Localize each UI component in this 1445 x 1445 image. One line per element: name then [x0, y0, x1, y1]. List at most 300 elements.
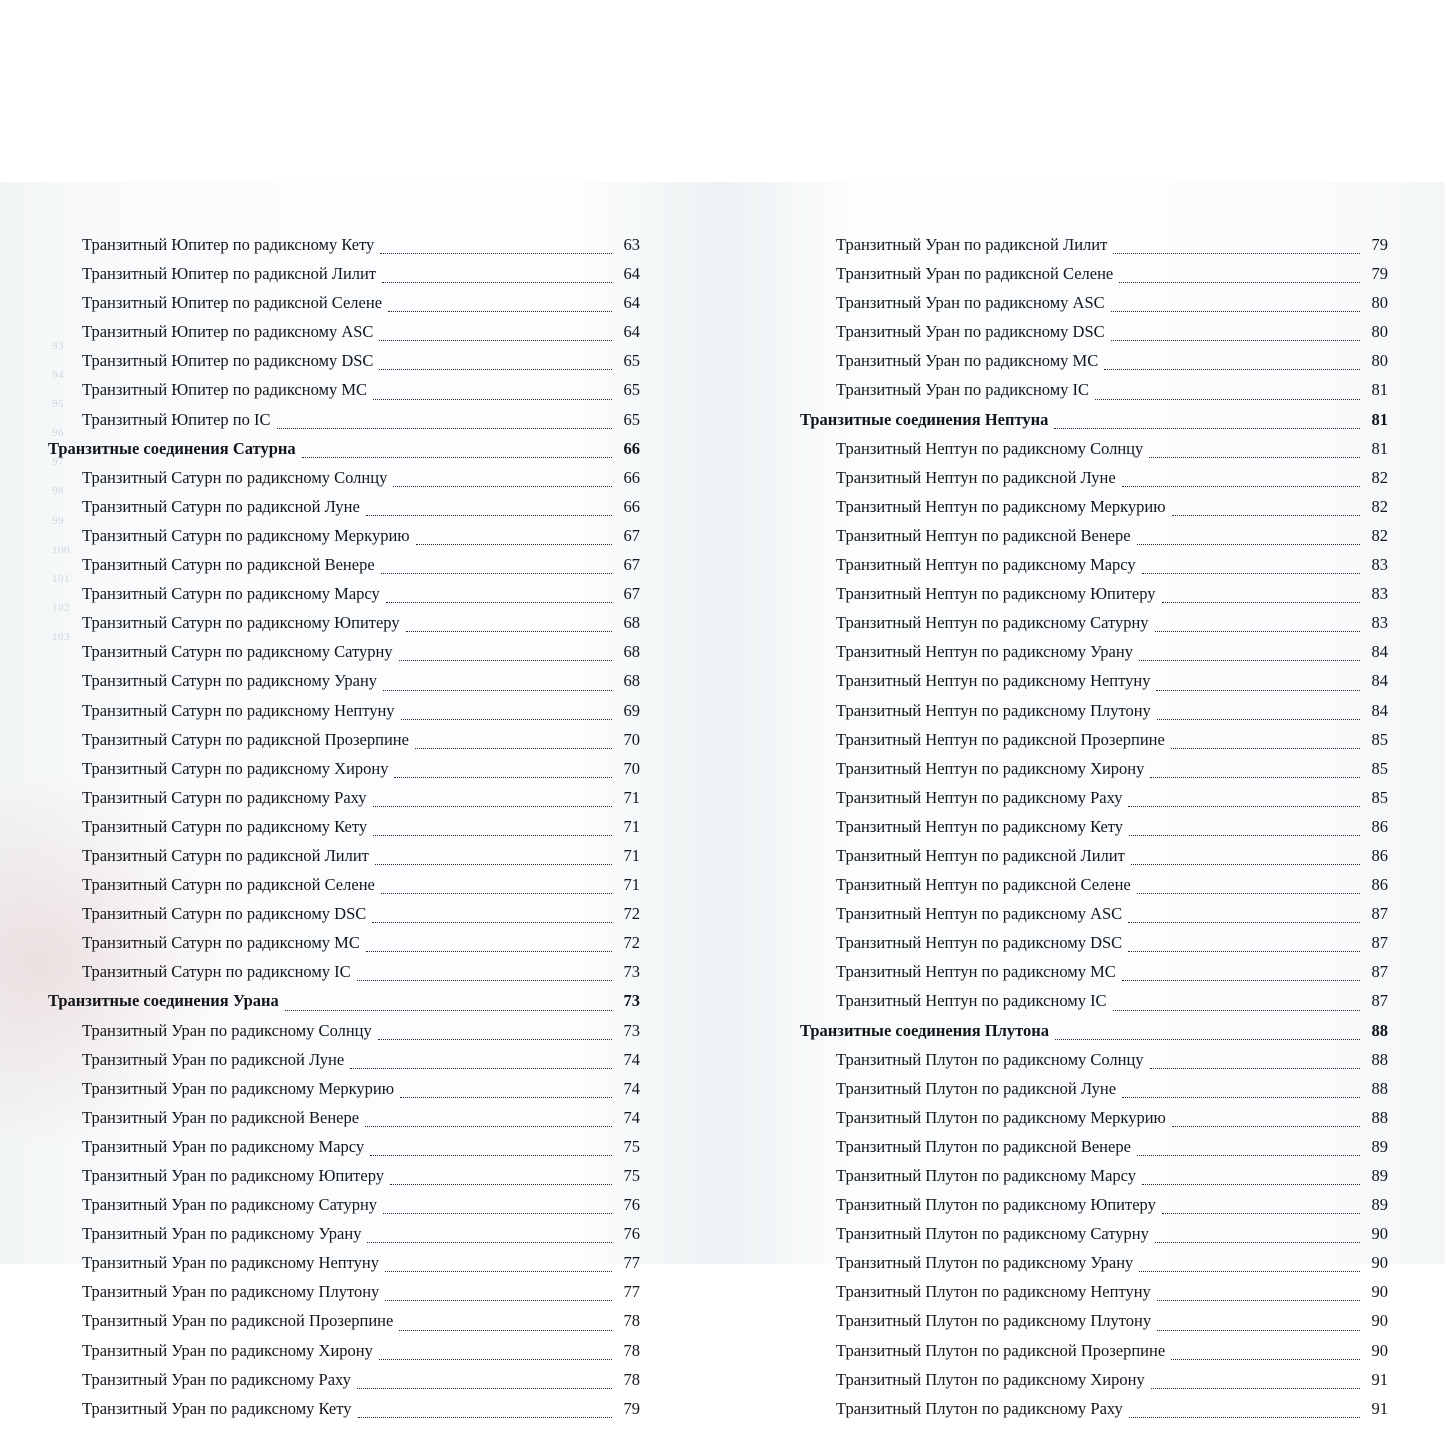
- toc-entry-label: Транзитный Нептун по радиксному Раху: [836, 787, 1123, 807]
- toc-entry-label: Транзитный Сатурн по радиксной Лилит: [82, 845, 369, 865]
- toc-dot-leader: [367, 1241, 612, 1243]
- toc-page-number: 73: [623, 1020, 640, 1040]
- toc-dot-leader: [1137, 1154, 1360, 1156]
- bleed-through-number: 97: [52, 456, 64, 469]
- toc-dot-leader: [1150, 1067, 1360, 1069]
- toc-dot-leader: [385, 1299, 612, 1301]
- toc-entry-row[interactable]: [48, 608, 640, 637]
- toc-dot-leader: [383, 1212, 612, 1214]
- toc-entry-label: Транзитный Нептун по радиксному Нептуну: [836, 671, 1151, 691]
- toc-entry-row[interactable]: [800, 666, 1388, 695]
- toc-page-number: 83: [1371, 584, 1388, 604]
- toc-dot-leader: [1137, 892, 1360, 894]
- toc-entry-row[interactable]: [800, 725, 1388, 754]
- toc-dot-leader: [379, 368, 612, 370]
- toc-entry-label: Транзитный Сатурн по радиксному Нептуну: [82, 700, 395, 720]
- toc-page-number: 86: [1371, 816, 1388, 836]
- toc-entry-label: Транзитный Нептун по радиксной Луне: [836, 467, 1116, 487]
- toc-entry-label: Транзитный Уран по радиксному Сатурну: [82, 1195, 378, 1215]
- toc-entry-row[interactable]: [48, 754, 640, 783]
- toc-dot-leader: [380, 252, 612, 254]
- toc-page-number: 67: [623, 555, 640, 575]
- toc-entry-label: Транзитный Плутон по радиксному Плутону: [836, 1311, 1152, 1331]
- toc-page-number: 71: [623, 816, 640, 836]
- toc-page-number: 78: [623, 1340, 640, 1360]
- toc-dot-leader: [1113, 252, 1360, 254]
- toc-entry-label: Транзитный Нептун по радиксному Сатурну: [836, 613, 1149, 633]
- toc-entry-label: Транзитный Уран по радиксной Венере: [82, 1107, 360, 1127]
- toc-entry-label: Транзитный Нептун по радиксному Плутону: [836, 700, 1151, 720]
- toc-dot-leader: [1128, 921, 1360, 923]
- toc-entry-label: Транзитный Нептун по радиксному Юпитеру: [836, 584, 1156, 604]
- toc-dot-leader: [382, 281, 612, 283]
- toc-entry-row[interactable]: [800, 841, 1388, 870]
- toc-page-number: 79: [1371, 264, 1388, 284]
- toc-entry-label: Транзитный Плутон по радиксному Раху: [836, 1398, 1123, 1418]
- toc-entry-row[interactable]: [800, 1132, 1388, 1161]
- toc-page-number: 89: [1371, 1166, 1388, 1185]
- toc-entry-label: Транзитный Юпитер по радиксному DSC: [82, 351, 374, 371]
- toc-entry-row[interactable]: [48, 288, 640, 317]
- toc-entry-row[interactable]: [48, 783, 640, 812]
- bleed-through-number: 96: [52, 427, 64, 440]
- toc-entry-label: Транзитный Сатурн по радиксной Венере: [82, 555, 375, 575]
- toc-dot-leader: [1151, 1387, 1360, 1389]
- toc-page-number: 65: [623, 380, 640, 400]
- toc-page-number: 82: [1371, 467, 1388, 487]
- toc-page-number: 68: [623, 671, 640, 691]
- toc-entry-row[interactable]: [800, 783, 1388, 812]
- toc-entry-row[interactable]: [800, 1306, 1388, 1335]
- toc-entry-row[interactable]: [800, 1190, 1388, 1219]
- toc-dot-leader: [1162, 601, 1360, 603]
- toc-dot-leader: [1149, 456, 1360, 458]
- toc-entry-label: Транзитный Уран по радиксному Нептуну: [82, 1253, 379, 1273]
- toc-entry-label: Транзитные соединения Урана: [48, 991, 279, 1011]
- toc-dot-leader: [366, 514, 612, 516]
- right-page: [722, 182, 1444, 1418]
- toc-dot-leader: [358, 1416, 612, 1418]
- toc-dot-leader: [393, 485, 612, 487]
- toc-page-number: 66: [623, 438, 640, 458]
- toc-entry-row[interactable]: [800, 230, 1388, 259]
- toc-section-row[interactable]: [800, 405, 1388, 434]
- toc-dot-leader: [1156, 689, 1360, 691]
- toc-page-number: 88: [1371, 1020, 1388, 1040]
- bleed-through-number: 93: [52, 340, 64, 352]
- toc-dot-leader: [1128, 805, 1360, 807]
- toc-page-number: 81: [1371, 438, 1388, 458]
- toc-entry-label: Транзитный Нептун по радиксному IC: [836, 991, 1107, 1011]
- toc-entry-label: Транзитный Сатурн по радиксной Прозерпине: [82, 729, 409, 749]
- toc-entry-row[interactable]: [48, 259, 640, 288]
- toc-entry-row[interactable]: [48, 405, 640, 434]
- toc-entry-row[interactable]: [800, 579, 1388, 608]
- toc-page-number: 86: [1371, 875, 1388, 895]
- toc-entry-label: Транзитные соединения Сатурна: [48, 438, 296, 458]
- toc-page-number: 84: [1371, 642, 1388, 662]
- toc-entry-label: Транзитный Сатурн по радиксному Марсу: [82, 584, 380, 604]
- toc-entry-row[interactable]: [800, 1074, 1388, 1103]
- toc-entry-row[interactable]: [48, 1365, 640, 1394]
- bleed-through-number: 101: [52, 572, 70, 585]
- toc-dot-leader: [1157, 718, 1360, 720]
- toc-entry-label: Транзитный Уран по радиксному Хирону: [82, 1340, 373, 1360]
- toc-entry-row[interactable]: [800, 550, 1388, 579]
- toc-entry-label: Транзитный Уран по радиксному Плутону: [82, 1282, 380, 1302]
- toc-entry-label: Транзитный Нептун по радиксному ASC: [836, 904, 1123, 924]
- toc-dot-leader: [1157, 1299, 1360, 1301]
- toc-page-number: 64: [623, 293, 640, 313]
- toc-entry-row[interactable]: [800, 1248, 1388, 1277]
- toc-entry-row[interactable]: [800, 608, 1388, 637]
- toc-entry-row[interactable]: [48, 346, 640, 375]
- toc-entry-row[interactable]: [48, 317, 640, 346]
- toc-entry-label: Транзитный Уран по радиксному Юпитеру: [82, 1166, 384, 1185]
- toc-section-row[interactable]: [800, 1016, 1388, 1045]
- toc-entry-label: Транзитный Уран по радиксному DSC: [836, 322, 1105, 342]
- toc-page-number: 66: [623, 467, 640, 487]
- toc-dot-leader: [379, 1358, 612, 1360]
- toc-entry-label: Транзитный Сатурн по радиксной Луне: [82, 496, 360, 516]
- toc-entry-label: Транзитный Уран по радиксной Селене: [836, 264, 1114, 284]
- toc-entry-label: Транзитный Плутон по радиксному Урану: [836, 1253, 1134, 1273]
- toc-entry-label: Транзитный Уран по радиксному MC: [836, 351, 1099, 371]
- bleed-through-number: 102: [52, 601, 70, 614]
- toc-entry-label: Транзитный Юпитер по IC: [82, 409, 271, 429]
- toc-entry-label: Транзитный Уран по радиксному Урану: [82, 1224, 362, 1244]
- toc-dot-leader: [285, 1009, 612, 1011]
- toc-section-row[interactable]: [48, 986, 640, 1015]
- toc-page-number: 72: [623, 904, 640, 924]
- toc-dot-leader: [388, 310, 612, 312]
- toc-entry-row[interactable]: [48, 1336, 640, 1365]
- toc-page-number: 79: [623, 1398, 640, 1418]
- toc-entry-row[interactable]: [800, 928, 1388, 957]
- toc-entry-label: Транзитный Плутон по радиксной Луне: [836, 1078, 1117, 1098]
- toc-entry-row[interactable]: [48, 550, 640, 579]
- toc-dot-leader: [383, 689, 612, 691]
- toc-dot-leader: [381, 892, 612, 894]
- toc-entry-label: Транзитный Нептун по радиксной Лилит: [836, 845, 1125, 865]
- toc-entry-row[interactable]: [800, 463, 1388, 492]
- toc-entry-row[interactable]: [48, 521, 640, 550]
- toc-entry-label: Транзитный Нептун по радиксной Прозерпине: [836, 729, 1165, 749]
- toc-entry-label: Транзитный Сатурн по радиксному Юпитеру: [82, 613, 400, 633]
- toc-dot-leader: [1171, 747, 1360, 749]
- toc-page-number: 81: [1371, 380, 1388, 400]
- bleed-through-number: 94: [52, 369, 64, 382]
- toc-page-number: 67: [623, 584, 640, 604]
- toc-list-right: [800, 230, 1388, 1423]
- toc-page-number: 71: [623, 845, 640, 865]
- toc-entry-label: Транзитный Юпитер по радиксному Кету: [82, 235, 375, 254]
- open-book-spread: [0, 182, 1445, 1418]
- toc-entry-label: Транзитный Нептун по радиксной Селене: [836, 875, 1131, 895]
- toc-entry-row[interactable]: [48, 230, 640, 259]
- toc-dot-leader: [373, 834, 612, 836]
- toc-dot-leader: [1150, 776, 1360, 778]
- toc-dot-leader: [1054, 427, 1360, 429]
- toc-dot-leader: [1129, 1416, 1360, 1418]
- toc-page-number: 74: [623, 1107, 640, 1127]
- toc-dot-leader: [1111, 310, 1360, 312]
- toc-entry-row[interactable]: [48, 666, 640, 695]
- toc-entry-row[interactable]: [48, 812, 640, 841]
- toc-entry-row[interactable]: [800, 1277, 1388, 1306]
- toc-entry-label: Транзитный Юпитер по радиксной Селене: [82, 293, 383, 313]
- toc-page-number: 82: [1371, 496, 1388, 516]
- toc-dot-leader: [401, 718, 612, 720]
- toc-page-number: 81: [1371, 409, 1388, 429]
- toc-dot-leader: [1122, 485, 1360, 487]
- toc-dot-leader: [366, 950, 612, 952]
- toc-page-number: 85: [1371, 787, 1388, 807]
- toc-entry-row[interactable]: [48, 928, 640, 957]
- toc-dot-leader: [1104, 368, 1360, 370]
- toc-page-number: 85: [1371, 758, 1388, 778]
- toc-dot-leader: [1142, 572, 1360, 574]
- toc-entry-row[interactable]: [48, 1306, 640, 1335]
- toc-page-number: 71: [623, 787, 640, 807]
- toc-entry-row[interactable]: [48, 637, 640, 666]
- toc-entry-row[interactable]: [800, 1161, 1388, 1190]
- left-page: [0, 182, 722, 1418]
- toc-page-number: 72: [623, 933, 640, 953]
- toc-entry-row[interactable]: [48, 1248, 640, 1277]
- toc-page-number: 83: [1371, 613, 1388, 633]
- toc-entry-label: Транзитный Плутон по радиксному Меркурию: [836, 1107, 1166, 1127]
- toc-entry-label: Транзитный Нептун по радиксному MC: [836, 962, 1116, 982]
- toc-entry-label: Транзитные соединения Нептуна: [800, 409, 1049, 429]
- toc-entry-row[interactable]: [800, 1394, 1388, 1423]
- toc-entry-row[interactable]: [48, 1394, 640, 1423]
- toc-entry-label: Транзитный Уран по радиксному Марсу: [82, 1136, 365, 1156]
- toc-entry-row[interactable]: [800, 899, 1388, 928]
- toc-entry-label: Транзитный Уран по радиксному IC: [836, 380, 1090, 400]
- toc-entry-label: Транзитный Сатурн по радиксному Раху: [82, 787, 367, 807]
- toc-dot-leader: [1172, 514, 1360, 516]
- toc-page-number: 73: [623, 991, 640, 1011]
- toc-dot-leader: [350, 1067, 612, 1069]
- toc-dot-leader: [302, 456, 612, 458]
- toc-entry-row[interactable]: [48, 870, 640, 899]
- toc-entry-row[interactable]: [48, 1161, 640, 1190]
- toc-entry-row[interactable]: [48, 841, 640, 870]
- toc-page-number: 90: [1371, 1340, 1388, 1360]
- toc-page-number: 68: [623, 642, 640, 662]
- toc-page-number: 77: [623, 1282, 640, 1302]
- toc-dot-leader: [415, 747, 612, 749]
- toc-entry-label: Транзитный Плутон по радиксной Венере: [836, 1136, 1131, 1156]
- toc-page-number: 91: [1371, 1398, 1388, 1418]
- toc-entry-label: Транзитный Юпитер по радиксному MC: [82, 380, 368, 400]
- toc-page-number: 76: [623, 1195, 640, 1215]
- toc-dot-leader: [379, 339, 612, 341]
- toc-page-number: 80: [1371, 293, 1388, 313]
- toc-entry-row[interactable]: [800, 492, 1388, 521]
- toc-page-number: 88: [1371, 1078, 1388, 1098]
- toc-dot-leader: [399, 659, 612, 661]
- toc-dot-leader: [1155, 1241, 1360, 1243]
- toc-entry-label: Транзитный Плутон по радиксной Прозерпине: [836, 1340, 1166, 1360]
- toc-entry-row[interactable]: [48, 899, 640, 928]
- bleed-through-number: 99: [52, 514, 64, 527]
- toc-page-number: 88: [1371, 1107, 1388, 1127]
- toc-entry-label: Транзитный Сатурн по радиксному Кету: [82, 816, 368, 836]
- toc-page-number: 80: [1371, 351, 1388, 371]
- toc-dot-leader: [416, 543, 612, 545]
- toc-entry-label: Транзитный Уран по радиксной Луне: [82, 1049, 345, 1069]
- toc-entry-row[interactable]: [48, 1103, 640, 1132]
- toc-dot-leader: [1137, 543, 1360, 545]
- toc-entry-row[interactable]: [48, 579, 640, 608]
- toc-entry-row[interactable]: [800, 288, 1388, 317]
- toc-dot-leader: [406, 630, 612, 632]
- toc-entry-label: Транзитный Сатурн по радиксному Урану: [82, 671, 378, 691]
- toc-dot-leader: [1095, 398, 1360, 400]
- toc-dot-leader: [370, 1154, 612, 1156]
- toc-entry-row[interactable]: [48, 1074, 640, 1103]
- toc-dot-leader: [365, 1125, 612, 1127]
- toc-entry-row[interactable]: [800, 434, 1388, 463]
- toc-dot-leader: [390, 1183, 612, 1185]
- toc-dot-leader: [1139, 659, 1360, 661]
- toc-entry-row[interactable]: [48, 463, 640, 492]
- toc-dot-leader: [1122, 1096, 1360, 1098]
- toc-page-number: 84: [1371, 671, 1388, 691]
- toc-entry-row[interactable]: [48, 375, 640, 404]
- toc-entry-row[interactable]: [800, 637, 1388, 666]
- toc-dot-leader: [1142, 1183, 1360, 1185]
- toc-entry-label: Транзитный Нептун по радиксному Хирону: [836, 758, 1145, 778]
- toc-entry-row[interactable]: [800, 259, 1388, 288]
- toc-dot-leader: [1113, 1009, 1360, 1011]
- toc-dot-leader: [1171, 1358, 1360, 1360]
- toc-page-number: 87: [1371, 904, 1388, 924]
- toc-dot-leader: [385, 1270, 612, 1272]
- toc-page-number: 90: [1371, 1311, 1388, 1331]
- toc-entry-row[interactable]: [48, 1045, 640, 1074]
- toc-page-number: 86: [1371, 845, 1388, 865]
- toc-entry-row[interactable]: [800, 957, 1388, 986]
- toc-entry-row[interactable]: [800, 1219, 1388, 1248]
- toc-entry-row[interactable]: [800, 1103, 1388, 1132]
- toc-entry-row[interactable]: [48, 696, 640, 725]
- toc-entry-row[interactable]: [800, 870, 1388, 899]
- toc-entry-row[interactable]: [800, 1365, 1388, 1394]
- toc-entry-label: Транзитный Уран по радиксной Прозерпине: [82, 1311, 394, 1331]
- toc-page-number: 70: [623, 758, 640, 778]
- toc-entry-row[interactable]: [800, 521, 1388, 550]
- toc-page-number: 64: [623, 264, 640, 284]
- toc-dot-leader: [1119, 281, 1360, 283]
- toc-dot-leader: [373, 398, 612, 400]
- toc-entry-row[interactable]: [800, 812, 1388, 841]
- toc-entry-row[interactable]: [48, 1132, 640, 1161]
- toc-dot-leader: [1111, 339, 1360, 341]
- toc-entry-label: Транзитный Уран по радиксному Раху: [82, 1369, 351, 1389]
- toc-dot-leader: [1055, 1038, 1360, 1040]
- toc-entry-row[interactable]: [48, 1277, 640, 1306]
- toc-entry-row[interactable]: [800, 986, 1388, 1015]
- toc-dot-leader: [399, 1329, 612, 1331]
- toc-entry-row[interactable]: [48, 1190, 640, 1219]
- toc-entry-label: Транзитные соединения Плутона: [800, 1020, 1050, 1040]
- toc-dot-leader: [375, 863, 612, 865]
- toc-entry-label: Транзитный Нептун по радиксному Урану: [836, 642, 1133, 662]
- toc-page-number: 82: [1371, 525, 1388, 545]
- toc-dot-leader: [1128, 950, 1360, 952]
- toc-dot-leader: [373, 805, 612, 807]
- toc-page-number: 63: [623, 235, 640, 254]
- toc-entry-label: Транзитный Уран по радиксному ASC: [836, 293, 1105, 313]
- toc-dot-leader: [1139, 1270, 1360, 1272]
- toc-entry-row[interactable]: [800, 375, 1388, 404]
- toc-entry-row[interactable]: [800, 346, 1388, 375]
- toc-entry-label: Транзитный Сатурн по радиксному IC: [82, 962, 351, 982]
- toc-entry-label: Транзитный Уран по радиксной Лилит: [836, 235, 1108, 254]
- toc-dot-leader: [357, 979, 612, 981]
- toc-dot-leader: [1172, 1125, 1360, 1127]
- toc-page-number: 87: [1371, 933, 1388, 953]
- toc-page-number: 65: [623, 409, 640, 429]
- toc-page-number: 74: [623, 1049, 640, 1069]
- toc-entry-label: Транзитный Нептун по радиксному Солнцу: [836, 438, 1144, 458]
- toc-entry-label: Транзитный Сатурн по радиксному DSC: [82, 904, 367, 924]
- toc-entry-label: Транзитный Нептун по радиксному Кету: [836, 816, 1124, 836]
- toc-list-left: [48, 230, 640, 1423]
- toc-page-number: 80: [1371, 322, 1388, 342]
- toc-entry-row[interactable]: [800, 317, 1388, 346]
- toc-entry-row[interactable]: [48, 1219, 640, 1248]
- toc-page-number: 76: [623, 1224, 640, 1244]
- toc-entry-label: Транзитный Уран по радиксному Кету: [82, 1398, 352, 1418]
- toc-entry-label: Транзитный Сатурн по радиксному Меркурию: [82, 525, 410, 545]
- toc-dot-leader: [378, 1038, 612, 1040]
- toc-entry-label: Транзитный Юпитер по радиксному ASC: [82, 322, 374, 342]
- toc-entry-row[interactable]: [800, 754, 1388, 783]
- toc-entry-label: Транзитный Нептун по радиксному Марсу: [836, 555, 1136, 575]
- toc-page-number: 79: [1371, 235, 1388, 254]
- toc-page-number: 90: [1371, 1253, 1388, 1273]
- toc-entry-row[interactable]: [800, 1336, 1388, 1365]
- toc-dot-leader: [1129, 834, 1360, 836]
- toc-entry-row[interactable]: [48, 957, 640, 986]
- toc-page-number: 73: [623, 962, 640, 982]
- toc-page-number: 75: [623, 1136, 640, 1156]
- toc-dot-leader: [1155, 630, 1360, 632]
- toc-entry-row[interactable]: [48, 492, 640, 521]
- toc-page-number: 88: [1371, 1049, 1388, 1069]
- toc-entry-row[interactable]: [800, 696, 1388, 725]
- toc-entry-row[interactable]: [48, 725, 640, 754]
- toc-entry-label: Транзитный Плутон по радиксному Сатурну: [836, 1224, 1149, 1244]
- toc-entry-label: Транзитный Сатурн по радиксной Селене: [82, 875, 375, 895]
- toc-page-number: 64: [623, 322, 640, 342]
- toc-dot-leader: [372, 921, 612, 923]
- toc-entry-label: Транзитный Плутон по радиксному Нептуну: [836, 1282, 1151, 1302]
- toc-section-row[interactable]: [48, 434, 640, 463]
- toc-page-number: 75: [623, 1166, 640, 1185]
- toc-dot-leader: [400, 1096, 612, 1098]
- toc-entry-label: Транзитный Юпитер по радиксной Лилит: [82, 264, 377, 284]
- toc-page-number: 87: [1371, 962, 1388, 982]
- toc-entry-row[interactable]: [800, 1045, 1388, 1074]
- toc-entry-row[interactable]: [48, 1016, 640, 1045]
- toc-dot-leader: [394, 776, 612, 778]
- toc-page-number: 85: [1371, 729, 1388, 749]
